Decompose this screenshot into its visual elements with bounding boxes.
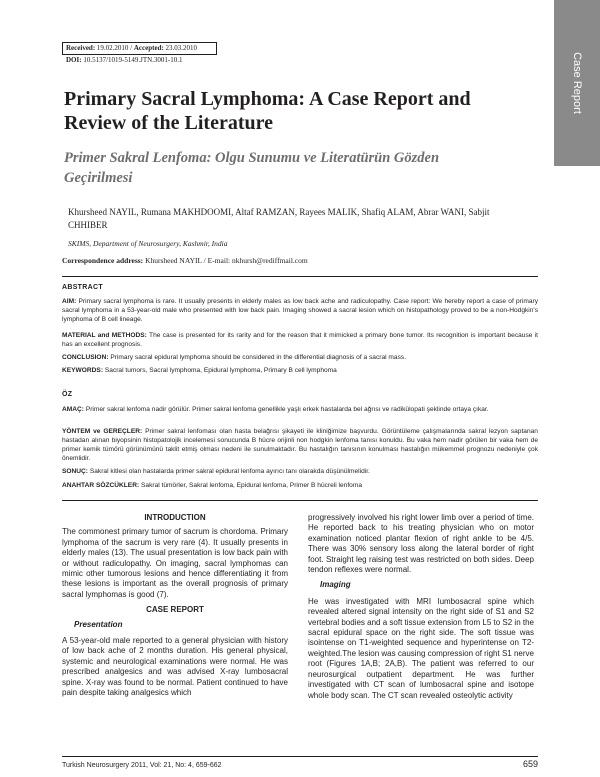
sonuc-text: Sakral kitlesi olan hastalarda primer sakral epidural lenfoma ayırıcı tanı olarakda düşünülmelidir. bbox=[89, 468, 370, 475]
affiliation: SKIMS, Department of Neurosurgery, Kashmir, India bbox=[68, 239, 228, 248]
oz-sonuc bbox=[62, 467, 538, 476]
amac-text: Primer sakral lenfoma nadir görülür. Primer sakral lenfoma genellikle yaşlı erkek hastalarda bel ağrısı ve radikülopati şeklinde ortaya çıkar. bbox=[85, 406, 489, 413]
doi-value: 10.5137/1019-5149.JTN.3001-10.1 bbox=[83, 56, 183, 64]
abstract-aim bbox=[62, 297, 538, 324]
abstract-bottom-rule bbox=[62, 500, 538, 501]
anahtar-label: ANAHTAR SÖZCÜKLER: bbox=[62, 482, 140, 489]
aim-text: Primary sacral lymphoma is rare. It usually presents in elderly males as low back ache and radiculopathy. Case report: We hereby report a case of primary sacral lymphoma in a 53-year-old male who presented with low back pain. Imaging showed a sacral lesion which on histopathology proved to be a non-Hodgkin's lymphoma of B cell lineage. bbox=[62, 298, 538, 323]
keywords-text: Sacral tumors, Sacral lymphoma, Epidural lymphoma, Primary B cell lymphoma bbox=[104, 367, 337, 374]
yontem-label: YÖNTEM ve GEREÇLER: bbox=[62, 428, 143, 435]
page-number: 659 bbox=[522, 759, 538, 769]
correspondence-label: Correspondence address: bbox=[62, 256, 144, 265]
footer-rule bbox=[62, 756, 538, 757]
doi-line bbox=[66, 56, 182, 64]
received-accepted-box: Received: 19.02.2010 / Accepted: 23.03.2010 bbox=[62, 42, 217, 55]
doi-label: DOI: bbox=[66, 56, 82, 64]
body-right-column bbox=[308, 513, 534, 706]
received-label: Received: bbox=[66, 44, 96, 52]
presentation-heading: Presentation bbox=[74, 619, 123, 629]
conclusion-label: CONCLUSION: bbox=[62, 354, 109, 361]
keywords-label: KEYWORDS: bbox=[62, 367, 104, 374]
oz-amac bbox=[62, 405, 538, 414]
conclusion-text: Primary sacral epidural lymphoma should be considered in the differential diagnosis of a sacral mass. bbox=[110, 354, 407, 361]
abstract-material bbox=[62, 331, 538, 349]
journal-citation: Turkish Neurosurgery 2011, Vol: 21, No: 4, 659-662 bbox=[62, 762, 222, 769]
amac-label: AMAÇ: bbox=[62, 406, 84, 413]
author-list: Khursheed NAYIL, Rumana MAKHDOOMI, Altaf RAMZAN, Rayees MALIK, Shafiq ALAM, Abrar WANI, Sabjit CHHIBER bbox=[68, 207, 490, 230]
abstract-heading: ABSTRACT bbox=[62, 284, 103, 291]
material-text: The case is presented for its rarity and for the reason that it mimicked a primary bone tumor. Its recognition is important because it has an excellent prognosis. bbox=[62, 332, 539, 348]
oz-heading: ÖZ bbox=[62, 391, 73, 398]
material-label: MATERIAL and METHODS: bbox=[62, 332, 147, 339]
case-report-heading: CASE REPORT bbox=[146, 605, 204, 615]
oz-yontem bbox=[62, 427, 538, 463]
presentation-paragraph: A 53-year-old male reported to a general physician with history of low back ache of 2 months duration. His general physical, systemic and neurological examinations were normal. He was prescribed analgesics and was advised X-ray lumbosacral spine. X-ray was found to be normal. Patient continued to have pain despite taking analgesics which bbox=[62, 636, 288, 698]
section-tab bbox=[554, 0, 600, 166]
correspondence-text: Khursheed NAYIL / E-mail: nkhursh@rediffmail.com bbox=[145, 256, 308, 265]
section-tab-label: Case Report bbox=[571, 52, 584, 114]
accepted-date: 23.03.2010 bbox=[165, 44, 198, 52]
sonuc-label: SONUÇ: bbox=[62, 468, 89, 475]
imaging-heading: Imaging bbox=[320, 580, 351, 590]
correspondence-address bbox=[62, 256, 502, 265]
abstract-keywords bbox=[62, 366, 538, 375]
received-date: 19.02.2010 bbox=[96, 44, 129, 52]
article-subtitle: Primer Sakral Lenfoma: Olgu Sunumu ve Literatürün Gözden Geçirilmesi bbox=[64, 150, 440, 186]
abstract-conclusion bbox=[62, 353, 538, 362]
anahtar-text: Sakral tümörler, Sakral lenfoma, Epidural lenfoma, Primer B hücreli lenfoma bbox=[141, 482, 362, 489]
presentation-continued-paragraph: progressively involved his right lower limb over a period of time. He reported back to his treating physician who on motor examination noticed plantar flexion of right ankle to be 4/5. There was 30% sensory loss along the lateral border of right foot. Straight leg raising test was restricted on both sides. Deep tendon reflexes were normal. bbox=[308, 513, 534, 575]
aim-label: AIM: bbox=[62, 298, 77, 305]
accepted-label: Accepted: bbox=[133, 44, 164, 52]
yontem-text: Primer sakral lenfoması olan hasta belağrısı şikayeti ile kliniğimize başvurdu. Görüntüleme çalışmalarında sakral lezyon saptanan hastadan alınan biyopsinin histopatolojik incelemesi sonucunda B hücre orijinli non hodgkin lenfoma tanısı konuldu. Bu vaka hem nadir görülen bir vaka hem de primer kemik tümörü görünümünü taklit etmiş olması nedeni ile sunulmaktadır. Bu hastalığın tanısının konulması hastalığın mükemmel prognozu nedeniyle çok önemlidir. bbox=[62, 428, 538, 462]
oz-anahtar bbox=[62, 481, 538, 490]
abstract-top-rule bbox=[62, 276, 538, 277]
body-left-column bbox=[62, 513, 288, 704]
introduction-paragraph: The commonest primary tumor of sacrum is chordoma. Primary lymphoma of the sacrum is very rare (4). It usually presents in elderly males (13). The usual presentation is low back pain with or without radiculopathy. On imaging, sacral lymphomas can mimic other tumorous lesions and hence differentiating it from these lesions is important as the overall prognosis of primary sacral lymphomas is good (7). bbox=[62, 527, 288, 599]
article-title: Primary Sacral Lymphoma: A Case Report and Review of the Literature bbox=[64, 88, 471, 134]
imaging-paragraph: He was investigated with MRI lumbosacral spine which revealed altered signal intensity on the right side of S1 and S2 vertebral bodies and a soft tissue extension from L5 to S2 in the sacral epidural space on the right side. The soft tissue was isointense on T1-weighted sequence and hyperintense on T2-weighted.The lesion was causing compression of right S1 nerve root (Figures 1A,B; 2A,B). The patient was referred to our neurosurgical outpatient department. He was further investigated with CT scan of lumbosacral spine and isotope whole body scan. The CT scan revealed osteolytic activity bbox=[308, 596, 534, 700]
introduction-heading: INTRODUCTION bbox=[144, 513, 206, 522]
